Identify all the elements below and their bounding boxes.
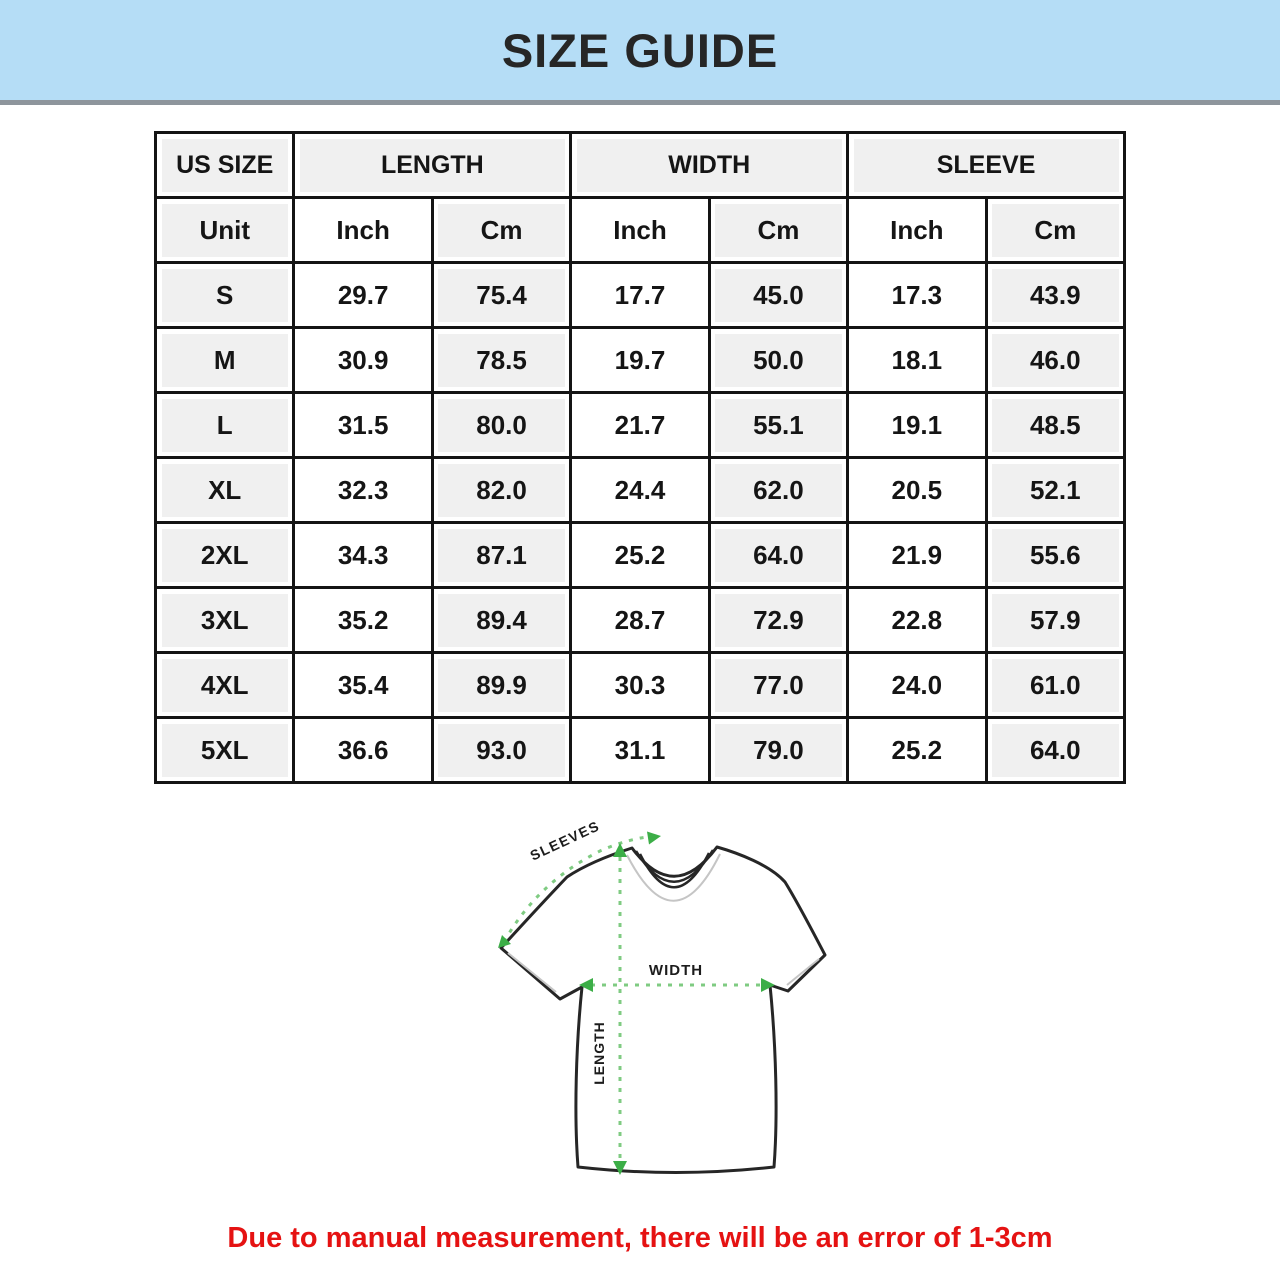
table-cell: 22.8 — [848, 588, 986, 653]
table-row — [156, 458, 1125, 523]
table-cell: 21.7 — [571, 393, 709, 458]
unit-header-cell: Unit — [156, 198, 294, 263]
table-cell: 61.0 — [986, 653, 1124, 718]
table-cell: 55.6 — [986, 523, 1124, 588]
column-header-us-size: US SIZE — [156, 133, 294, 198]
table-row — [156, 588, 1125, 653]
table-cell: 57.9 — [986, 588, 1124, 653]
table-cell: 30.3 — [571, 653, 709, 718]
table-cell: 87.1 — [432, 523, 570, 588]
table-cell: 28.7 — [571, 588, 709, 653]
size-label-cell: 5XL — [156, 718, 294, 783]
unit-cell: Inch — [294, 198, 432, 263]
table-cell: 93.0 — [432, 718, 570, 783]
size-label-cell: L — [156, 393, 294, 458]
size-label-cell: M — [156, 328, 294, 393]
width-label: WIDTH — [648, 962, 704, 979]
table-cell: 31.5 — [294, 393, 432, 458]
table-cell: 21.9 — [848, 523, 986, 588]
table-cell: 24.4 — [571, 458, 709, 523]
table-cell: 55.1 — [709, 393, 847, 458]
table-cell: 31.1 — [571, 718, 709, 783]
measurement-note: Due to manual measurement, there will be an error of 1-3cm — [227, 1222, 1053, 1254]
table-cell: 43.9 — [986, 263, 1124, 328]
column-header-width: WIDTH — [571, 133, 848, 198]
table-row — [156, 263, 1125, 328]
table-group-header-row — [156, 133, 1125, 198]
table-cell: 19.1 — [848, 393, 986, 458]
table-cell: 25.2 — [848, 718, 986, 783]
size-table — [154, 131, 1126, 784]
unit-cell: Inch — [848, 198, 986, 263]
unit-cell: Inch — [571, 198, 709, 263]
table-cell: 89.4 — [432, 588, 570, 653]
table-row — [156, 393, 1125, 458]
table-cell: 78.5 — [432, 328, 570, 393]
table-cell: 20.5 — [848, 458, 986, 523]
size-label-cell: XL — [156, 458, 294, 523]
table-cell: 72.9 — [709, 588, 847, 653]
table-cell: 17.3 — [848, 263, 986, 328]
table-cell: 77.0 — [709, 653, 847, 718]
table-cell: 29.7 — [294, 263, 432, 328]
table-cell: 24.0 — [848, 653, 986, 718]
table-cell: 17.7 — [571, 263, 709, 328]
table-row — [156, 523, 1125, 588]
size-label-cell: 2XL — [156, 523, 294, 588]
page-title: SIZE GUIDE — [501, 23, 779, 77]
tshirt-measurement-diagram — [470, 815, 890, 1235]
arrowhead-sleeve-top — [647, 832, 661, 845]
unit-cell: Cm — [432, 198, 570, 263]
table-cell: 50.0 — [709, 328, 847, 393]
table-cell: 32.3 — [294, 458, 432, 523]
header-banner — [0, 0, 1280, 105]
table-cell: 30.9 — [294, 328, 432, 393]
table-cell: 89.9 — [432, 653, 570, 718]
table-row — [156, 328, 1125, 393]
table-cell: 52.1 — [986, 458, 1124, 523]
table-row — [156, 718, 1125, 783]
unit-cell: Cm — [709, 198, 847, 263]
table-cell: 62.0 — [709, 458, 847, 523]
size-label-cell: S — [156, 263, 294, 328]
length-label: LENGTH — [591, 1021, 607, 1085]
table-cell: 82.0 — [432, 458, 570, 523]
table-cell: 46.0 — [986, 328, 1124, 393]
table-cell: 19.7 — [571, 328, 709, 393]
table-row — [156, 653, 1125, 718]
table-cell: 80.0 — [432, 393, 570, 458]
table-cell: 48.5 — [986, 393, 1124, 458]
sleeves-label: SLEEVES — [527, 817, 603, 864]
table-cell: 64.0 — [986, 718, 1124, 783]
column-header-sleeve: SLEEVE — [848, 133, 1125, 198]
table-cell: 36.6 — [294, 718, 432, 783]
table-cell: 75.4 — [432, 263, 570, 328]
table-cell: 25.2 — [571, 523, 709, 588]
unit-cell: Cm — [986, 198, 1124, 263]
table-cell: 34.3 — [294, 523, 432, 588]
table-cell: 79.0 — [709, 718, 847, 783]
table-cell: 35.2 — [294, 588, 432, 653]
size-label-cell: 4XL — [156, 653, 294, 718]
table-cell: 18.1 — [848, 328, 986, 393]
size-label-cell: 3XL — [156, 588, 294, 653]
column-header-length: LENGTH — [294, 133, 571, 198]
table-unit-row — [156, 198, 1125, 263]
table-cell: 64.0 — [709, 523, 847, 588]
tshirt-outline — [501, 847, 825, 1173]
table-cell: 35.4 — [294, 653, 432, 718]
table-cell: 45.0 — [709, 263, 847, 328]
